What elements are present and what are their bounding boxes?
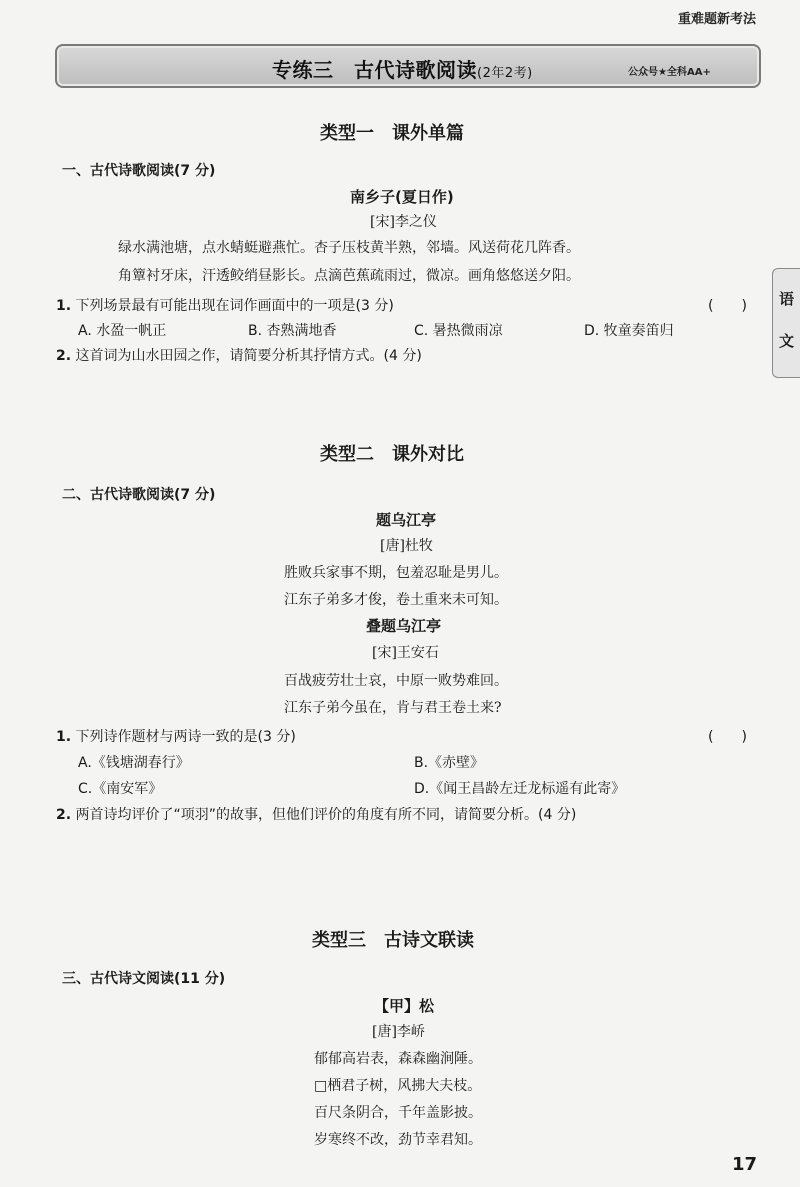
type3-title: 类型三 古诗文联读 [312, 930, 474, 951]
type1-q2-text: 这首词为山水田园之作，请简要分析其抒情方式。(4 分) [75, 348, 422, 364]
type2-question-1 [56, 726, 296, 746]
type1-q1-option-d[interactable]: D. 牧童奏笛归 [584, 323, 674, 339]
type2-title: 类型二 课外对比 [320, 444, 464, 465]
type2-q1-number: 1. [56, 729, 72, 745]
type3-poem-line-2: □栖君子树，风拂大夫枝。 [314, 1078, 482, 1094]
type2-q1-option-a[interactable]: A.《钱塘湖春行》 [78, 755, 190, 771]
type2-q1-text: 下列诗作题材与两诗一致的是(3 分) [75, 729, 296, 745]
type1-poem-line-1: 绿水满池塘，点水蜻蜓避燕忙。杏子压枝黄半熟，邻墙。风送荷花几阵香。 [118, 240, 580, 256]
type1-q1-option-c[interactable]: C. 暑热微雨凉 [414, 323, 503, 339]
type1-poem-title: 南乡子(夏日作) [350, 188, 454, 206]
type3-poem-title: 【甲】松 [374, 997, 435, 1015]
type2-poem1-title: 题乌江亭 [376, 511, 437, 529]
type1-q1-text: 下列场景最有可能出现在词作画面中的一项是(3 分) [75, 298, 394, 314]
side-tab-char-2: 文 [779, 332, 795, 350]
type1-question-2 [56, 345, 422, 365]
type2-section-heading: 二、古代诗歌阅读(7 分) [62, 487, 216, 503]
type2-q1-option-c[interactable]: C.《南安军》 [78, 781, 163, 797]
type2-poem2-line-1: 百战疲劳壮士哀，中原一败势难回。 [284, 673, 508, 689]
page-number: 17 [732, 1154, 758, 1175]
banner-title [272, 54, 533, 83]
banner-title-main: 专练三 古代诗歌阅读 [272, 58, 477, 82]
type1-q1-option-a[interactable]: A. 水盈一帆正 [78, 323, 167, 339]
type3-section-heading: 三、古代诗文阅读(11 分) [62, 971, 226, 987]
type2-poem1-author: [唐]杜牧 [380, 538, 433, 554]
book-series-label: 重难题新考法 [677, 12, 756, 27]
type1-title: 类型一 课外单篇 [320, 123, 464, 144]
type2-poem2-line-2: 江东子弟今虽在，肯与君王卷土来? [284, 700, 502, 716]
type1-q2-number: 2. [56, 348, 72, 364]
type2-q1-option-d[interactable]: D.《闻王昌龄左迁龙标遥有此寄》 [414, 781, 626, 797]
type2-question-2 [56, 804, 576, 824]
type1-poem-author: [宋]李之仪 [370, 214, 437, 230]
type2-poem1-line-2: 江东子弟多才俊，卷土重来未可知。 [284, 592, 508, 608]
type2-q2-text: 两首诗均评价了“项羽”的故事，但他们评价的角度有所不同，请简要分析。(4 分) [75, 807, 577, 823]
subject-side-tab [772, 268, 800, 378]
type3-poem-line-3: 百尺条阴合，千年盖影披。 [314, 1105, 482, 1121]
type2-poem2-author: [宋]王安石 [372, 645, 439, 661]
banner-note: 公众号★全科AA+ [628, 67, 711, 78]
type3-poem-author: [唐]李峤 [372, 1024, 425, 1040]
type3-poem-line-1: 郁郁高岩表，森森幽涧陲。 [314, 1051, 482, 1067]
type1-section-heading: 一、古代诗歌阅读(7 分) [62, 163, 216, 179]
type1-q1-option-b[interactable]: B. 杏熟满地香 [248, 323, 337, 339]
type3-poem-line-4: 岁寒终不改，劲节幸君知。 [314, 1132, 482, 1148]
type1-question-1 [56, 295, 394, 315]
side-tab-char-1: 语 [779, 290, 795, 308]
type2-q1-option-b[interactable]: B.《赤壁》 [414, 755, 485, 771]
type1-poem-line-2: 角簟衬牙床，汗透鲛绡昼影长。点滴芭蕉疏雨过，微凉。画角悠悠送夕阳。 [118, 268, 580, 284]
banner-title-sub: (2年2考) [477, 66, 533, 81]
type1-q1-number: 1. [56, 298, 72, 314]
type2-poem1-line-1: 胜败兵家事不期，包羞忍耻是男儿。 [284, 565, 508, 581]
type2-q1-answer-blank[interactable]: ( ) [708, 729, 747, 745]
type1-q1-answer-blank[interactable]: ( ) [708, 298, 747, 314]
type2-q2-number: 2. [56, 807, 72, 823]
type2-poem2-title: 叠题乌江亭 [366, 617, 442, 635]
